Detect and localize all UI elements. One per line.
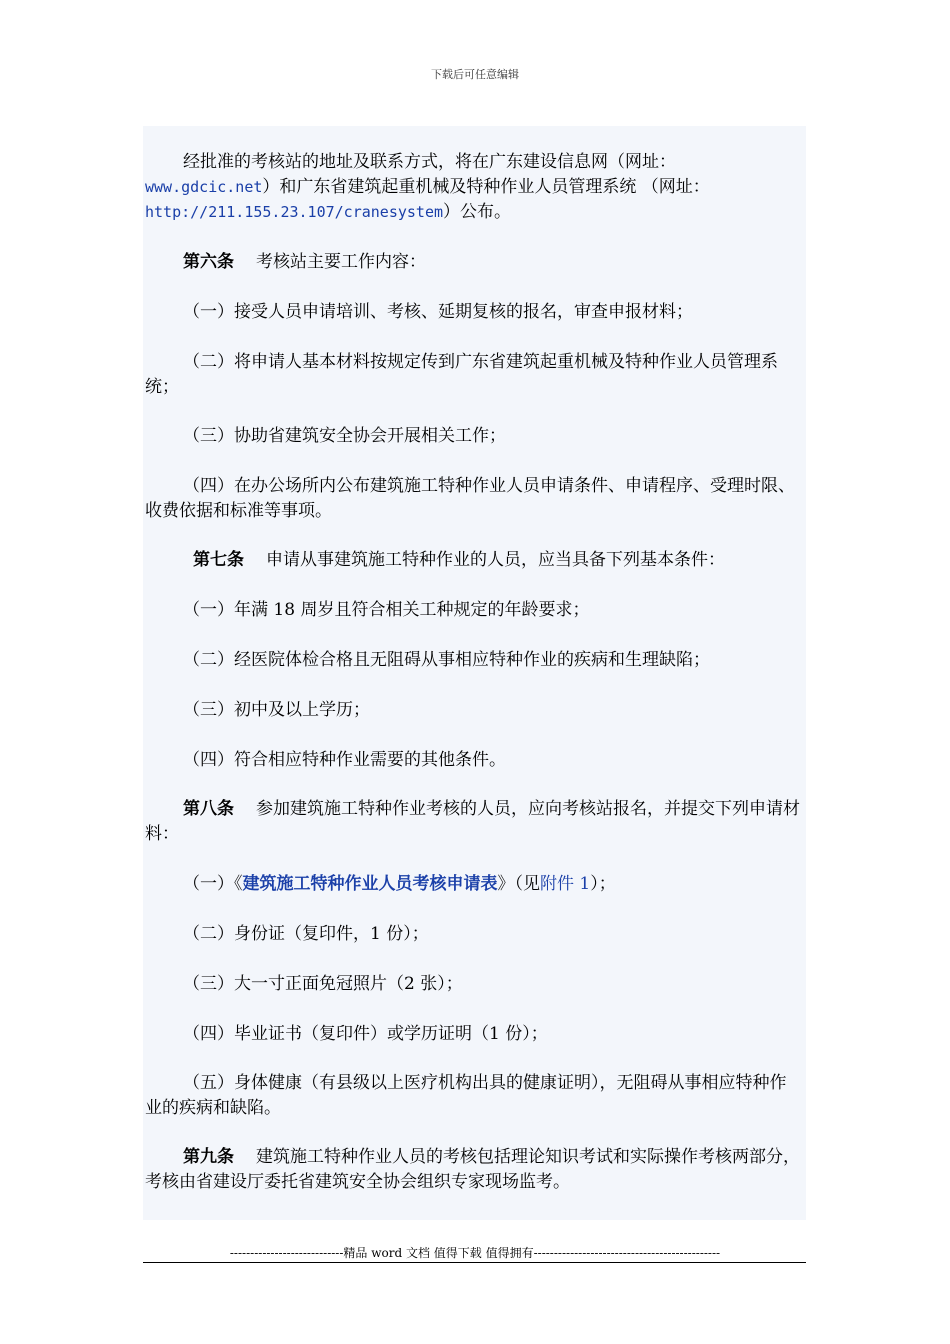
article-7-item-4: （四）符合相应特种作业需要的其他条件。 [183, 750, 506, 770]
paragraph-contact-info [145, 150, 801, 225]
article-7-item-1: （一）年满 18 周岁且符合相关工种规定的年龄要求； [183, 600, 590, 620]
article-8-item-4: （四）毕业证书（复印件）或学历证明（1 份）； [183, 1024, 548, 1044]
article-8-text: 参加建筑施工特种作业考核的人员，应向考核站报名，并提交下列申请材料： [145, 799, 800, 844]
article-9-heading [145, 1145, 801, 1195]
article-7-title: 第七条 [193, 550, 244, 570]
article-7-item-3: （三）初中及以上学历； [183, 700, 370, 720]
article-6-text: 考核站主要工作内容： [256, 252, 426, 272]
article-6-item-2: （二）将申请人基本材料按规定传到广东省建筑起重机械及特种作业人员管理系统； [145, 352, 778, 397]
p1-text-b: ）和广东省建筑起重机械及特种作业人员管理系统 （网址： [262, 177, 710, 197]
article-8-item-5: （五）身体健康（有县级以上医疗机构出具的健康证明），无阻碍从事相应特种作业的疾病和缺陷。 [145, 1073, 787, 1118]
footer-divider [143, 1262, 806, 1263]
attachment-1-link[interactable]: 附件 1 [540, 874, 591, 894]
article-7-text: 申请从事建筑施工特种作业的人员，应当具备下列基本条件： [266, 550, 725, 570]
gdcic-url-link[interactable]: www.gdcic.net [145, 178, 263, 196]
article-8-heading [145, 797, 801, 847]
cranesystem-url-link[interactable]: http://211.155.23.107/cranesystem [145, 203, 444, 221]
article-8-item-1-mid: 》（见 [497, 874, 540, 894]
article-6-heading [145, 250, 801, 275]
article-8-item-1 [145, 872, 801, 897]
article-7-item-2: （二）经医院体检合格且无阻碍从事相应特种作业的疾病和生理缺陷； [183, 650, 710, 670]
application-form-link[interactable]: 建筑施工特种作业人员考核申请表 [242, 874, 498, 894]
document-body [143, 126, 806, 1220]
article-6-item-3: （三）协助省建筑安全协会开展相关工作； [183, 426, 506, 446]
article-6-item-4: （四）在办公场所内公布建筑施工特种作业人员申请条件、申请程序、受理时限、收费依据和标准等事项。 [145, 476, 795, 521]
article-9-text: 建筑施工特种作业人员的考核包括理论知识考试和实际操作考核两部分，考核由省建设厅委托省建筑安全协会组织专家现场监考。 [145, 1147, 800, 1192]
article-8-item-1-suffix: ）； [590, 874, 616, 894]
article-8-title: 第八条 [183, 799, 234, 819]
p1-text-a: 经批准的考核站的地址及联系方式，将在广东建设信息网（网址： [183, 152, 676, 172]
article-8-item-3: （三）大一寸正面免冠照片（2 张）； [183, 974, 463, 994]
article-8-item-1-prefix: （一）《 [183, 874, 243, 894]
page-header: 下载后可任意编辑 [431, 68, 519, 81]
article-7-heading [145, 548, 801, 573]
article-8-item-2: （二）身份证（复印件，1 份）； [183, 924, 429, 944]
p1-text-c: ）公布。 [443, 202, 512, 222]
article-9-title: 第九条 [183, 1147, 234, 1167]
page-footer: ----------------------------精品 word 文档 值得下载 值得拥有---------------------------------------------- [229, 1246, 721, 1260]
article-6-item-1: （一）接受人员申请培训、考核、延期复核的报名，审查申报材料； [183, 302, 693, 322]
article-6-title: 第六条 [183, 252, 234, 272]
